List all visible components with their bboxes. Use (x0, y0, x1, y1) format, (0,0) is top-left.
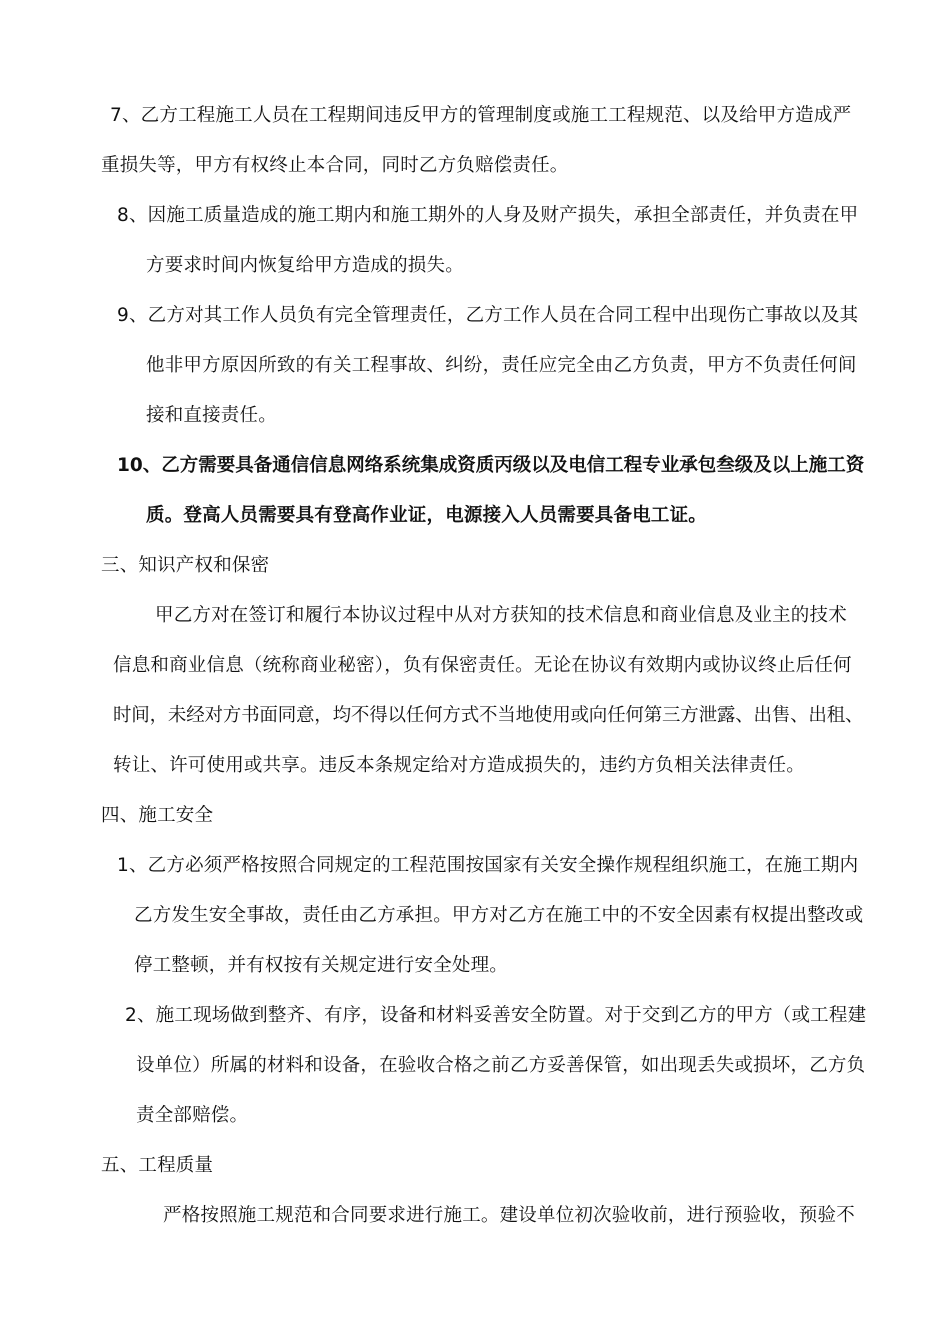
section-3-heading: 三、知识产权和保密 (101, 555, 270, 576)
section-4-item-1-line-1: 1、乙方必须严格按照合同规定的工程范围按国家有关安全操作规程组织施工，在施工期内 (117, 855, 859, 876)
section-4-item-1-line-2: 乙方发生安全事故，责任由乙方承担。甲方对乙方在施工中的不安全因素有权提出整改或 (134, 905, 864, 926)
section-3-line-3: 时间，未经对方书面同意，均不得以任何方式不当地使用或向任何第三方泄露、出售、出租、 (113, 705, 864, 726)
clause-9-line-1: 9、乙方对其工作人员负有完全管理责任，乙方工作人员在合同工程中出现伤亡事故以及其 (117, 305, 859, 326)
clause-8-line-2: 方要求时间内恢复给甲方造成的损失。 (146, 255, 464, 276)
section-3-line-1: 甲乙方对在签订和履行本协议过程中从对方获知的技术信息和商业信息及业主的技术 (155, 605, 847, 626)
clause-10-line-1: 10、乙方需要具备通信信息网络系统集成资质丙级以及电信工程专业承包叁级及以上施工资 (117, 455, 865, 476)
section-4-heading: 四、施工安全 (101, 805, 214, 826)
section-5-heading: 五、工程质量 (101, 1155, 214, 1176)
clause-8-line-1: 8、因施工质量造成的施工期内和施工期外的人身及财产损失，承担全部责任，并负责在甲 (117, 205, 859, 226)
clause-7-line-1: 7、乙方工程施工人员在工程期间违反甲方的管理制度或施工工程规范、以及给甲方造成严 (110, 105, 852, 126)
clause-9-line-3: 接和直接责任。 (146, 405, 277, 426)
section-3-line-2: 信息和商业信息（统称商业秘密），负有保密责任。无论在协议有效期内或协议终止后任何 (113, 655, 852, 676)
section-4-item-2-line-2: 设单位）所属的材料和设备，在验收合格之前乙方妥善保管，如出现丢失或损坏，乙方负 (136, 1055, 866, 1076)
clause-7-line-2: 重损失等，甲方有权终止本合同，同时乙方负赔偿责任。 (101, 155, 569, 176)
section-4-item-2-line-1: 2、施工现场做到整齐、有序，设备和材料妥善安全防置。对于交到乙方的甲方（或工程建 (125, 1005, 867, 1026)
section-3-line-4: 转让、许可使用或共享。违反本条规定给对方造成损失的，违约方负相关法律责任。 (113, 755, 805, 776)
section-5-line-1: 严格按照施工规范和合同要求进行施工。建设单位初次验收前，进行预验收，预验不 (163, 1205, 855, 1226)
clause-9-line-2: 他非甲方原因所致的有关工程事故、纠纷，责任应完全由乙方负责，甲方不负责任何间 (146, 355, 857, 376)
section-4-item-1-line-3: 停工整顿，并有权按有关规定进行安全处理。 (134, 955, 509, 976)
section-4-item-2-line-3: 责全部赔偿。 (136, 1105, 249, 1126)
clause-10-line-2: 质。登高人员需要具有登高作业证，电源接入人员需要具备电工证。 (146, 505, 708, 526)
